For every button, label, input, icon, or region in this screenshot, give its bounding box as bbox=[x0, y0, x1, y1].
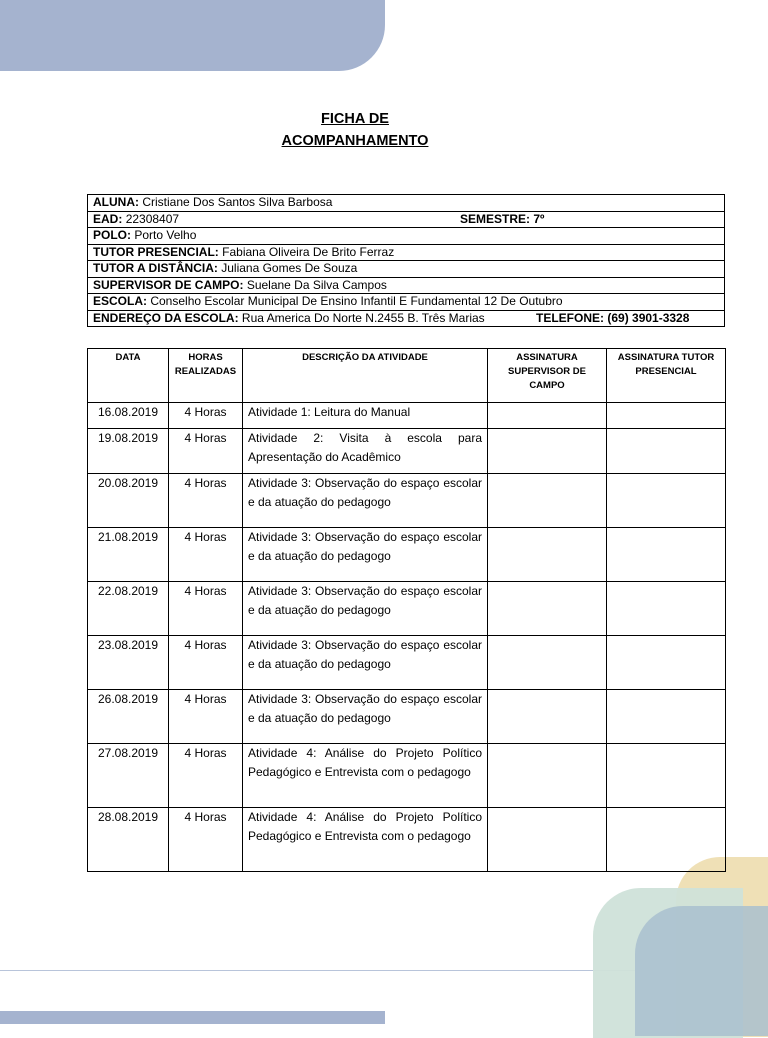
header-data: DATA bbox=[88, 349, 169, 403]
table-row bbox=[88, 582, 726, 636]
row-date: 28.08.2019 bbox=[88, 808, 169, 872]
supervisor-signature-cell bbox=[488, 808, 607, 872]
tutor-signature-cell bbox=[607, 636, 726, 690]
row-hours: 4 Horas bbox=[169, 744, 243, 808]
supervisor-signature-cell bbox=[488, 528, 607, 582]
endereco-label: ENDEREÇO DA ESCOLA: bbox=[93, 310, 239, 325]
row-hours: 4 Horas bbox=[169, 582, 243, 636]
row-hours: 4 Horas bbox=[169, 808, 243, 872]
header-horas: HORAS REALIZADAS bbox=[169, 349, 243, 403]
row-date: 21.08.2019 bbox=[88, 528, 169, 582]
ead-label: EAD: bbox=[93, 211, 123, 226]
supervisor-signature-cell bbox=[488, 429, 607, 474]
tutor-signature-cell bbox=[607, 808, 726, 872]
tutor-distancia-row bbox=[88, 261, 725, 278]
telefone-value: (69) 3901-3328 bbox=[607, 310, 690, 325]
table-row bbox=[88, 474, 726, 528]
supervisor-value: Suelane Da Silva Campos bbox=[246, 277, 387, 292]
header-assinatura-tutor: ASSINATURA TUTOR PRESENCIAL bbox=[607, 349, 726, 403]
row-description: Atividade 3: Observação do espaço escolar e da atuação do pedagogo bbox=[243, 528, 488, 582]
ead-value: 22308407 bbox=[125, 211, 180, 226]
row-hours: 4 Horas bbox=[169, 528, 243, 582]
table-row bbox=[88, 808, 726, 872]
row-date: 19.08.2019 bbox=[88, 429, 169, 474]
row-hours: 4 Horas bbox=[169, 690, 243, 744]
table-row bbox=[88, 403, 726, 429]
aluna-label: ALUNA: bbox=[93, 195, 139, 209]
row-hours: 4 Horas bbox=[169, 403, 243, 429]
tutor-signature-cell bbox=[607, 582, 726, 636]
polo-value: Porto Velho bbox=[134, 228, 197, 242]
supervisor-signature-cell bbox=[488, 744, 607, 808]
tutor-distancia-value: Juliana Gomes De Souza bbox=[221, 261, 358, 275]
telefone-label: TELEFONE: bbox=[536, 310, 604, 325]
semestre-label: SEMESTRE: bbox=[460, 211, 531, 226]
escola-label: ESCOLA: bbox=[93, 294, 147, 308]
row-description: Atividade 2: Visita à escola para Apresentação do Acadêmico bbox=[243, 429, 488, 474]
supervisor-row bbox=[88, 277, 725, 294]
activity-table bbox=[87, 348, 726, 872]
tutor-signature-cell bbox=[607, 429, 726, 474]
row-date: 22.08.2019 bbox=[88, 582, 169, 636]
row-description: Atividade 3: Observação do espaço escolar e da atuação do pedagogo bbox=[243, 690, 488, 744]
corner-decoration-blue bbox=[635, 906, 768, 1036]
row-description: Atividade 3: Observação do espaço escolar e da atuação do pedagogo bbox=[243, 582, 488, 636]
tutor-presencial-label: TUTOR PRESENCIAL: bbox=[93, 244, 219, 259]
aluna-row bbox=[88, 195, 725, 212]
polo-label: POLO: bbox=[93, 228, 131, 242]
row-date: 23.08.2019 bbox=[88, 636, 169, 690]
supervisor-signature-cell bbox=[488, 636, 607, 690]
row-hours: 4 Horas bbox=[169, 474, 243, 528]
footer-decoration bbox=[0, 1011, 385, 1024]
supervisor-signature-cell bbox=[488, 582, 607, 636]
table-row bbox=[88, 429, 726, 474]
page-title bbox=[240, 108, 470, 152]
supervisor-signature-cell bbox=[488, 403, 607, 429]
escola-row bbox=[88, 294, 725, 311]
header-assinatura-supervisor: ASSINATURA SUPERVISOR DE CAMPO bbox=[488, 349, 607, 403]
table-row bbox=[88, 528, 726, 582]
tutor-presencial-row bbox=[88, 244, 725, 261]
escola-value: Conselho Escolar Municipal De Ensino Infantil E Fundamental 12 De Outubro bbox=[150, 294, 563, 308]
tutor-signature-cell bbox=[607, 474, 726, 528]
header-descricao: DESCRIÇÃO DA ATIVIDADE bbox=[243, 349, 488, 403]
tutor-signature-cell bbox=[607, 528, 726, 582]
row-date: 20.08.2019 bbox=[88, 474, 169, 528]
supervisor-label: SUPERVISOR DE CAMPO: bbox=[93, 277, 244, 292]
semestre-value: 7º bbox=[533, 211, 545, 226]
table-row bbox=[88, 636, 726, 690]
row-description: Atividade 3: Observação do espaço escolar e da atuação do pedagogo bbox=[243, 636, 488, 690]
row-date: 27.08.2019 bbox=[88, 744, 169, 808]
title-line-1: FICHA DE bbox=[321, 111, 389, 127]
endereco-value: Rua America Do Norte N.2455 B. Três Marias bbox=[241, 310, 485, 325]
table-row bbox=[88, 744, 726, 808]
row-hours: 4 Horas bbox=[169, 429, 243, 474]
endereco-row bbox=[88, 310, 725, 327]
tutor-distancia-label: TUTOR A DISTÂNCIA: bbox=[93, 261, 218, 275]
row-description: Atividade 4: Análise do Projeto Político Pedagógico e Entrevista com o pedagogo bbox=[243, 744, 488, 808]
row-description: Atividade 4: Análise do Projeto Político Pedagógico e Entrevista com o pedagogo bbox=[243, 808, 488, 872]
tutor-presencial-value: Fabiana Oliveira De Brito Ferraz bbox=[222, 244, 395, 259]
row-date: 16.08.2019 bbox=[88, 403, 169, 429]
supervisor-signature-cell bbox=[488, 690, 607, 744]
ead-row bbox=[88, 211, 725, 228]
tutor-signature-cell bbox=[607, 403, 726, 429]
polo-row bbox=[88, 228, 725, 245]
tutor-signature-cell bbox=[607, 744, 726, 808]
aluna-value: Cristiane Dos Santos Silva Barbosa bbox=[142, 195, 333, 209]
title-line-2: ACOMPANHAMENTO bbox=[281, 133, 429, 149]
header-decoration bbox=[0, 0, 385, 71]
row-description: Atividade 3: Observação do espaço escolar e da atuação do pedagogo bbox=[243, 474, 488, 528]
student-info-table bbox=[87, 194, 725, 327]
table-row bbox=[88, 690, 726, 744]
row-description: Atividade 1: Leitura do Manual bbox=[243, 403, 488, 429]
row-date: 26.08.2019 bbox=[88, 690, 169, 744]
tutor-signature-cell bbox=[607, 690, 726, 744]
supervisor-signature-cell bbox=[488, 474, 607, 528]
row-hours: 4 Horas bbox=[169, 636, 243, 690]
